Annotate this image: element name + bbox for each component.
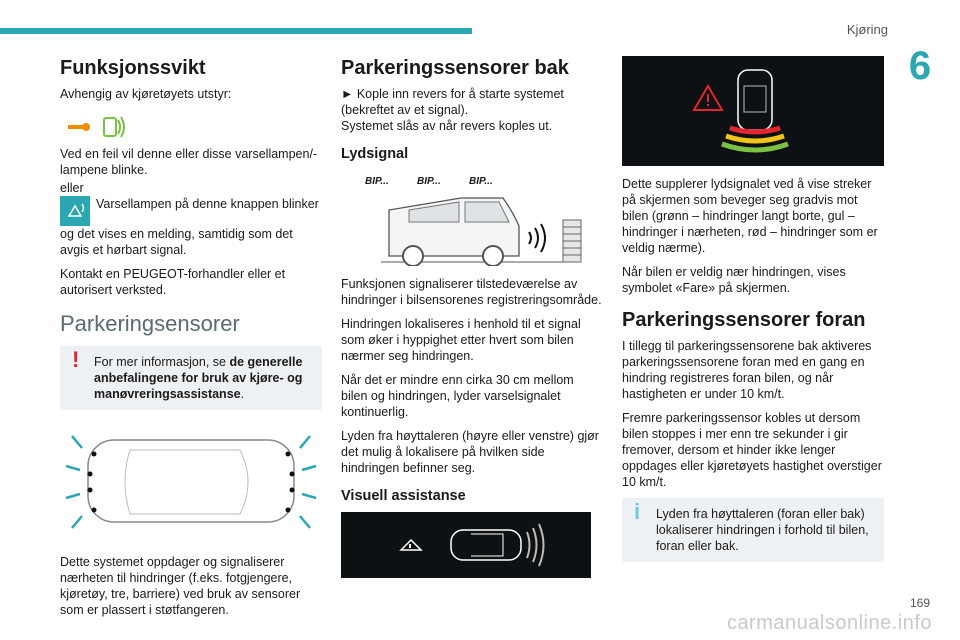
bip-label-1: BIP... <box>365 176 389 187</box>
warning-exclamation-icon: ! <box>72 347 80 372</box>
visual-desc-1: Dette supplerer lydsignalet ved å vise streker på skjermen som beveger seg gradvis mot bilen (grønn – hindringer langt borte, gul – hindringer i nærheten, rød – hindringer som er veldig nærme). <box>622 177 878 255</box>
speaker-info-note: i Lyden fra høyttaleren (foran eller bak) lokaliserer hindringen i forhold til bilen, foran eller bak. <box>622 498 884 562</box>
front-para-2: Fremre parkeringssensor kobles ut dersom bilen stoppes i mer enn tre sekunder i gir fremover, dersom et hinder ikke lenger oppdages eller kjøretøyets hastighet overstiger 10 km/t. <box>622 411 882 489</box>
section-title: Kjøring <box>846 22 888 37</box>
intro-text: Avhengig av kjøretøyets utstyr: <box>60 87 232 101</box>
button-lamp-block <box>60 196 322 258</box>
heading-funksjonssvikt: Funksjonssvikt <box>60 57 206 79</box>
front-para-1: I tillegg til parkeringssensorene bak aktiveres parkeringssensorene foran med en gang en hindring registreres foran bilen, og når hastigheten er under 10 km/t. <box>622 339 872 401</box>
chapter-number: 6 <box>908 44 932 88</box>
page-number: 169 <box>909 596 930 610</box>
system-description: Dette systemet oppdager og signaliserer nærheten til hindringer (f.eks. fotgjengere, kjøretøy, tre, barriere) ved bruk av sensorer som er plassert i støtfangeren. <box>60 555 301 617</box>
heading-lydsignal: Lydsignal <box>341 146 409 162</box>
lyd-para-2: Hindringen lokaliseres i henhold til et signal som øker i hyppighet etter hvert som bilen nærmer seg hindringen. <box>341 317 581 363</box>
car-sensor-diagram <box>60 422 322 544</box>
watermark: carmanualsonline.info <box>726 612 932 634</box>
lyd-para-4: Lyden fra høyttaleren (høyre eller venstre) gjør det mulig å lokalisere på hvilken side hindringen befinner seg. <box>341 429 599 475</box>
heading-rear-sensors: Parkeringssensorer bak <box>341 57 569 79</box>
rear-sensor-display <box>622 56 884 166</box>
heading-visuell: Visuell assistanse <box>341 488 466 504</box>
bip-label-3: BIP... <box>469 176 493 187</box>
warning-lamps-row <box>60 112 322 142</box>
lyd-para-3: Når det er mindre enn cirka 30 cm mellom bilen og hindringen, lyder varselsignalet kontinuerlig. <box>341 373 574 419</box>
car-topview-icon <box>341 512 591 578</box>
rear-assist-screen <box>622 56 884 166</box>
info-note: ! For mer informasjon, se de generelle anbefalingene for bruk av kjøre- og manøvreringsassistanse. <box>60 346 322 410</box>
column-1 <box>60 56 322 626</box>
note-link-text: de generelle anbefalingene for bruk av kjøre- og manøvreringsassistanse <box>94 355 303 401</box>
info-icon: i <box>634 499 641 524</box>
parking-sensor-lamp-icon <box>98 112 128 142</box>
visual-assist-screen <box>341 512 591 578</box>
button-lamp-text: Varsellampen på denne knappen blinker og det vises en melding, samtidig som det avgis et hørbart signal. <box>60 197 319 257</box>
column-2 <box>341 56 603 578</box>
eller-text: eller <box>60 181 84 195</box>
failure-text: Ved en feil vil denne eller disse varsellampen/-lampene blinke. <box>60 147 318 177</box>
column-3 <box>622 56 884 572</box>
sound-signal-illustration <box>341 170 603 266</box>
heading-front-sensors: Parkeringssensorer foran <box>622 309 866 331</box>
bip-label-2: BIP... <box>417 176 441 187</box>
reverse-instruction: ► Kople inn revers for å starte systemet (bekreftet av et signal). <box>341 87 564 117</box>
header-accent-bar <box>0 28 472 34</box>
reverse-off-text: Systemet slås av når revers koples ut. <box>341 119 553 133</box>
parking-button-icon <box>60 196 90 226</box>
visual-desc-2: Når bilen er veldig nær hindringen, vises symbolet «Fare» på skjermen. <box>622 265 846 295</box>
lyd-para-1: Funksjonen signaliserer tilstedeværelse av hindringer i bilsensorenes registreringsområde. <box>341 277 602 307</box>
heading-parkeringsensorer: Parkeringsensorer <box>60 311 240 336</box>
contact-dealer-text: Kontakt en PEUGEOT-forhandler eller et autorisert verksted. <box>60 267 286 297</box>
